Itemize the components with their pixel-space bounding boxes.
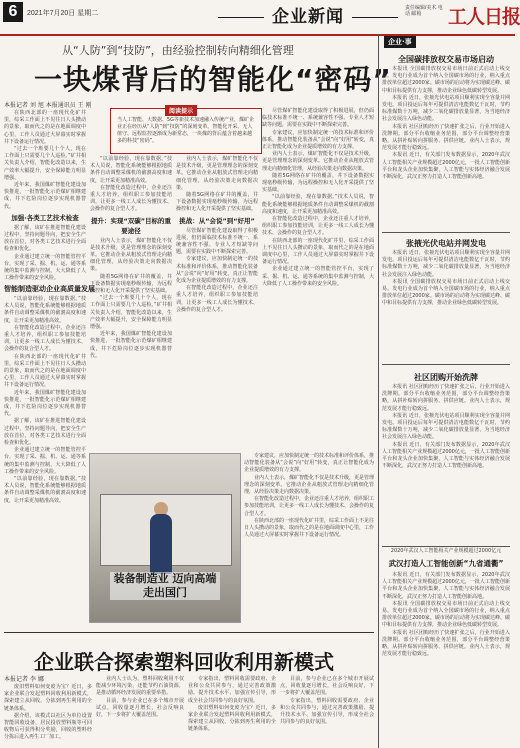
- issue-date: 2021年7月20日 星期二: [27, 10, 99, 17]
- paragraph: 在智能化改造过程中，企业还注重人才培养，组织职工参加技能培训，让更多一线工人成长为懂技术、会操作的复合型人才。: [4, 324, 86, 353]
- paragraph: 废旧塑料如何变废为宝？近日，多家企业联合发起塑料回收利用新模式，探索建立从回收、分拣到再生利用的全链条体系。: [4, 684, 92, 712]
- second-column-2: [96, 676, 184, 744]
- paragraph: “以前靠经验，现在靠数据。”技术人员说，智能化系统能够根据地质条件自动调整采煤机的截割高度和速度，让开采更加精准高效。: [262, 194, 374, 215]
- photo-side-text: [244, 453, 374, 625]
- paragraph: 专家指出，塑料回收需要政府、企业和公众共同参与，通过完善政策激励、提升技术水平、加强宣传引导，形成全社会共同参与的良好氛围。: [280, 697, 374, 726]
- paragraph: 专家建议，应加快制定统一的技术标准和评价体系，推动智能化装备从“会说”向“好用”转变，真正让智能化成为企业提质增效的有力支撑。: [262, 129, 374, 151]
- paragraph: 废旧塑料如何变废为宝？近日，多家企业联合发起塑料回收利用新模式，探索建立从回收、分拣到再生利用的全链条体系。: [188, 704, 276, 733]
- paragraph: 近年来，我国煤矿智能化建设加快推进，一批智能化示范煤矿相继建成，井下危险岗位逐步实现机器替代。: [4, 182, 86, 210]
- section-title: 企业新闻: [210, 2, 406, 27]
- main-headline: 一块煤背后的智能化“密码”: [34, 63, 392, 96]
- sidebar-body-1: [382, 66, 510, 216]
- paragraph: 本报讯 全国碳排放权交易市场日前正式启动上线交易。发电行业成为首个纳入全国碳市场的行业，纳入重点排放单位超过2000家。碳市场的启动将为实现碳达峰、碳中和目标提供有力支撑，推动企业绿色低碳转型发展。: [382, 600, 510, 629]
- paragraph: 本报讯 近日，张掖光伏电站项目顺利实现全容量并网发电。项目投运后每年可提供清洁电能数亿千瓦时，节约标准煤数十万吨，减少二氧化碳排放量显著，为当地经济社会发展注入绿色动能。: [382, 412, 510, 441]
- paragraph: 目前，参与企业已在多个城市开展试点，回收量逐月增长，社会反响良好，下一步将扩大覆盖范围。: [96, 697, 184, 719]
- second-column-4: [280, 676, 374, 744]
- subheading: 提升：实现“双碳”目标的重要途径: [90, 216, 172, 235]
- paragraph: 本报讯 社区团购经历了快速扩张之后，行业开始进入洗牌期。部分平台收缩业务范围，部分平台调整经营策略，从拼补贴转向拼服务、拼供应链。业内人士表示，规范发展才能行稳致远。: [382, 384, 510, 412]
- paragraph: 在陕西北部的一座现代化矿井里，综采工作面上不见往日人头攒动的景象，取而代之的是在地面调度中心里，工作人员通过大屏幕实时掌握井下设备运行情况。: [4, 110, 86, 145]
- paragraph: 本报讯 近日，张掖光伏电站项目顺利实现全容量并网发电。项目投运后每年可提供清洁电能数亿千瓦时，节约标准煤数十万吨，减少二氧化碳排放量显著，为当地经济社会发展注入绿色动能。: [382, 94, 510, 123]
- paragraph: 据了解，该矿在推进智能化建设过程中，坚持问题导向，把安全生产放在首位，对各类工艺技术进行全面检查和优化。: [4, 224, 86, 253]
- paragraph: 业内人士表示，煤矿智能化不仅是技术升级，更是管理理念的深刻变革。它推动企业从粗放式管理走向精细化管理，从经验决策走向数据决策。: [244, 474, 375, 496]
- paragraph: 业内人士表示，煤矿智能化不仅是技术升级，更是管理理念的深刻变革。它推动企业从粗放式管理走向精细化管理，从经验决策走向数据决策。: [262, 151, 374, 172]
- paragraph: 在智能化改造过程中，企业还注重人才培养，组织职工参加技能培训，让更多一线工人成长为懂技术、会操作的复合型人才。: [176, 285, 258, 313]
- sidebar-headline-3: 社区团购开始洗牌: [414, 373, 478, 382]
- sidebar-body-4: [382, 572, 510, 746]
- page-header: [0, 0, 520, 36]
- paragraph: 本报讯 全国碳排放权交易市场日前正式启动上线交易。发电行业成为首个纳入全国碳市场的行业，纳入重点排放单位超过2000家。碳市场的启动将为实现碳达峰、碳中和目标提供有力支撑，推动企业绿色低碳转型发展。: [382, 278, 510, 307]
- paragraph: 近年来，我国煤矿智能化建设加快推进，一批智能化示范煤矿相继建成，井下危险岗位逐步实现机器替代。: [4, 389, 86, 418]
- paragraph: “过去一个班要几十个人，现在工作面上只需要几个人巡检。”矿井相关负责人介绍，智能化改造以来，生产效率大幅提升，安全保障能力明显增强。: [90, 295, 172, 331]
- editor-note-tag: 阅读提示: [165, 105, 197, 116]
- paragraph: “以前靠经验，现在靠数据。”技术人员说，智能化系统能够根据地质条件自动调整采煤机的截割高度和速度，让开采更加精准高效。: [4, 476, 86, 504]
- paragraph: 业内人士认为，塑料回收利用不仅能减少环境污染，还能节约石油资源，是推动循环经济发展的重要举措。: [96, 676, 184, 697]
- main-column-4: [262, 108, 374, 448]
- paragraph: 业内人士表示，煤矿智能化不仅是技术升级，更是管理理念的深刻变革。它推动企业从粗放式管理走向精细化管理，从经验决策走向数据决策。: [90, 237, 172, 273]
- paragraph: 本报讯 近日，有关部门发布数据显示，2020年武汉人工智能相关产业规模超过2000亿元，一批人工智能创新平台和龙头企业加快集聚，人工智能与实体经济融合发展不断深化，武汉正努力打造人工智能创新高地。: [382, 572, 510, 600]
- sidebar-tag: 企业·事: [384, 36, 416, 48]
- main-column-2: [90, 156, 172, 448]
- box-headline: 智能制造驱动企业高质量发展: [4, 285, 95, 293]
- paragraph: 在陕西北部的一座现代化矿井里，综采工作面上不见往日人头攒动的景象，取而代之的是在地面调度中心里，工作人员通过大屏幕实时掌握井下设备运行情况。: [244, 517, 375, 539]
- worker-image: [150, 514, 172, 574]
- main-column-3: [176, 156, 258, 448]
- second-byline: 本报记者 李 娜: [4, 676, 44, 683]
- paragraph: 企业通过建立统一的智能管控平台，实现了采、掘、机、运、通等系统的集中监测与控制，大大降低了人工操作带来的安全风险。: [262, 266, 374, 287]
- paragraph: 企业通过建立统一的智能管控平台，实现了采、掘、机、运、通等系统的集中监测与控制，大大降低了人工操作带来的安全风险。: [4, 253, 86, 282]
- sidebar-body-2: [382, 250, 510, 360]
- paragraph: 随着5G网络在矿井的覆盖，井下设备数据实现毫秒级传输，为远程操控和无人化开采提供了坚实基础。: [262, 172, 374, 194]
- editor-note-text: 当人工智能、大数据、5G等新技术加速融入传统产业，煤矿企业正在经历从“人防”到“技防”的深刻变革。智能化开采、无人值守、远程监控逐渐成为新常态，一块煤的背后蕴含着越来越多的科技“密码”。: [117, 117, 255, 144]
- subheading: 加强·各类工艺技术检查: [11, 213, 79, 222]
- paragraph: 随着5G网络在矿井的覆盖，井下设备数据实现毫秒级传输，为远程操控和无人化开采提供了坚实基础。: [90, 273, 172, 295]
- sidebar-headline-4: 武汉打造人工智能创新“九省通衢”: [388, 559, 504, 568]
- paragraph: 在陕西北部的一座现代化矿井里，综采工作面上不见往日人头攒动的景象，取而代之的是在地面调度中心里，工作人员通过大屏幕实时掌握井下设备运行情况。: [262, 237, 374, 266]
- paragraph: “以前靠经验，现在靠数据。”技术人员说，智能化系统能够根据地质条件自动调整采煤机的截割高度和速度，让开采更加精准高效。: [4, 296, 86, 324]
- paragraph: 在智能化改造过程中，企业还注重人才培养，组织职工参加技能培训，让更多一线工人成长为懂技术、会操作的复合型人才。: [244, 496, 375, 517]
- page-number: 6: [3, 2, 23, 22]
- sidebar-divider: [382, 232, 510, 233]
- main-column-1: [4, 110, 86, 282]
- editor-note-box: [110, 108, 262, 154]
- factory-photo: [89, 453, 241, 623]
- editor-contact: 责任编辑/美术 电话 邮箱: [405, 5, 443, 17]
- subheading: 挑战：从“会说”到“好用”: [179, 216, 255, 225]
- story-divider: [4, 632, 374, 633]
- paragraph: 本报讯 近日，有关部门发布数据显示，2020年武汉人工智能相关产业规模超过2000亿元，一批人工智能创新平台和龙头企业加快集聚，人工智能与实体经济融合发展不断深化，武汉正努力打造人工智能创新高地。: [382, 441, 510, 470]
- paragraph: 在陕西北部的一座现代化矿井里，综采工作面上不见往日人头攒动的景象，取而代之的是在地面调度中心里，工作人员通过大屏幕实时掌握井下设备运行情况。: [4, 353, 86, 389]
- sidebar-headline-1: 全国碳排放权交易市场启动: [398, 55, 494, 64]
- paragraph: 本报讯 社区团购经历了快速扩张之后，行业开始进入洗牌期。部分平台收缩业务范围，部分平台调整经营策略，从拼补贴转向拼服务、拼供应链。业内人士表示，规范发展才能行稳致远。: [382, 629, 510, 658]
- sidebar-divider: [382, 546, 510, 547]
- photo-caption: 装备制造业 迈向高端走出国门: [110, 572, 220, 600]
- main-kicker: 从“人防”到“技防”，由经验控制转向精细化管理: [62, 44, 294, 57]
- paragraph: 专家建议，应加快制定统一的技术标准和评价体系，推动智能化装备从“会说”向“好用”转变，真正让智能化成为企业提质增效的有力支撑。: [244, 453, 375, 474]
- paragraph: 在智能化改造过程中，企业还注重人才培养，组织职工参加技能培训，让更多一线工人成长为懂技术、会操作的复合型人才。: [262, 216, 374, 237]
- paragraph: 业内人士表示，煤矿智能化不仅是技术升级，更是管理理念的深刻变革。它推动企业从粗放式管理走向精细化管理，从经验决策走向数据决策。: [176, 156, 258, 191]
- main-column-1b: [4, 296, 86, 626]
- paragraph: 本报讯 近日，有关部门发布数据显示，2020年武汉人工智能相关产业规模超过2000亿元，一批人工智能创新平台和龙头企业加快集聚，人工智能与实体经济融合发展不断深化，武汉正努力打造人工智能创新高地。: [382, 152, 510, 181]
- paragraph: 据了解，该矿在推进智能化建设过程中，坚持问题导向，把安全生产放在首位，对各类工艺技术进行全面检查和优化。: [4, 418, 86, 447]
- second-headline: 企业联合探索塑料回收利用新模式: [34, 650, 334, 674]
- sidebar-divider: [382, 364, 510, 365]
- second-column-3: [188, 676, 276, 744]
- paragraph: 目前，参与企业已在多个城市开展试点，回收量逐月增长，社会反响良好，下一步将扩大覆盖范围。: [280, 676, 374, 697]
- paragraph: 专家指出，塑料回收需要政府、企业和公众共同参与，通过完善政策激励、提升技术水平、加强宣传引导，形成全社会共同参与的良好氛围。: [188, 676, 276, 704]
- paragraph: 近年来，我国煤矿智能化建设加快推进，一批智能化示范煤矿相继建成，井下危险岗位逐步实现机器替代。: [90, 331, 172, 359]
- main-byline: 本报记者 刘 旭 本报通讯员 王 刚: [4, 102, 92, 109]
- paragraph: “以前靠经验，现在靠数据。”技术人员说，智能化系统能够根据地质条件自动调整采煤机的截割高度和速度，让开采更加精准高效。: [90, 156, 172, 184]
- sidebar-kicker-text: 2020年武汉人工智能相关产业规模超过2000亿元: [390, 548, 502, 554]
- sidebar-body-3: [382, 384, 510, 540]
- paragraph: 专家建议，应加快制定统一的技术标准和评价体系，推动智能化装备从“会说”向“好用”转变，真正让智能化成为企业提质增效的有力支撑。: [176, 256, 258, 285]
- newspaper-logo: 工人日报: [448, 6, 520, 28]
- sidebar-headline-2: 张掖光伏电站并网发电: [406, 239, 486, 248]
- second-column-1: [4, 684, 92, 744]
- paragraph: 在智能化改造过程中，企业还注重人才培养，组织职工参加技能培训，让更多一线工人成长为懂技术、会操作的复合型人才。: [90, 184, 172, 213]
- paragraph: 尽管煤矿智能化建设取得了积极进展，但仍面临技术标准不统一、系统兼容性不强、专业人才短缺等问题，需要在实践中不断探索完善。: [262, 108, 374, 129]
- sidebar-kicker-4: [382, 548, 510, 558]
- paragraph: 企业通过建立统一的智能管控平台，实现了采、掘、机、运、通等系统的集中监测与控制，大大降低了人工操作带来的安全风险。: [4, 447, 86, 475]
- paragraph: 本报讯 近日，张掖光伏电站项目顺利实现全容量并网发电。项目投运后每年可提供清洁电能数亿千瓦时，节约标准煤数十万吨，减少二氧化碳排放量显著，为当地经济社会发展注入绿色动能。: [382, 250, 510, 278]
- paragraph: 随着5G网络在矿井的覆盖，井下设备数据实现毫秒级传输，为远程操控和无人化开采提供了坚实基础。: [176, 192, 258, 213]
- paragraph: 本报讯 社区团购经历了快速扩张之后，行业开始进入洗牌期。部分平台收缩业务范围，部分平台调整经营策略，从拼补贴转向拼服务、拼供应链。业内人士表示，规范发展才能行稳致远。: [382, 123, 510, 152]
- paragraph: 据介绍，该模式以社区为单位设置智能回收设备，居民投放塑料瓶等可回收物后可获得积分奖励，回收的塑料经分拣后进入再生工厂加工。: [4, 712, 92, 741]
- paragraph: “过去一个班要几十个人，现在工作面上只需要几个人巡检。”矿井相关负责人介绍，智能化改造以来，生产效率大幅提升，安全保障能力明显增强。: [4, 146, 86, 181]
- paragraph: 本报讯 全国碳排放权交易市场日前正式启动上线交易。发电行业成为首个纳入全国碳市场的行业，纳入重点排放单位超过2000家。碳市场的启动将为实现碳达峰、碳中和目标提供有力支撑，推动企业绿色低碳转型发展。: [382, 66, 510, 94]
- paragraph: 尽管煤矿智能化建设取得了积极进展，但仍面临技术标准不统一、系统兼容性不强、专业人才短缺等问题，需要在实践中不断探索完善。: [176, 227, 258, 256]
